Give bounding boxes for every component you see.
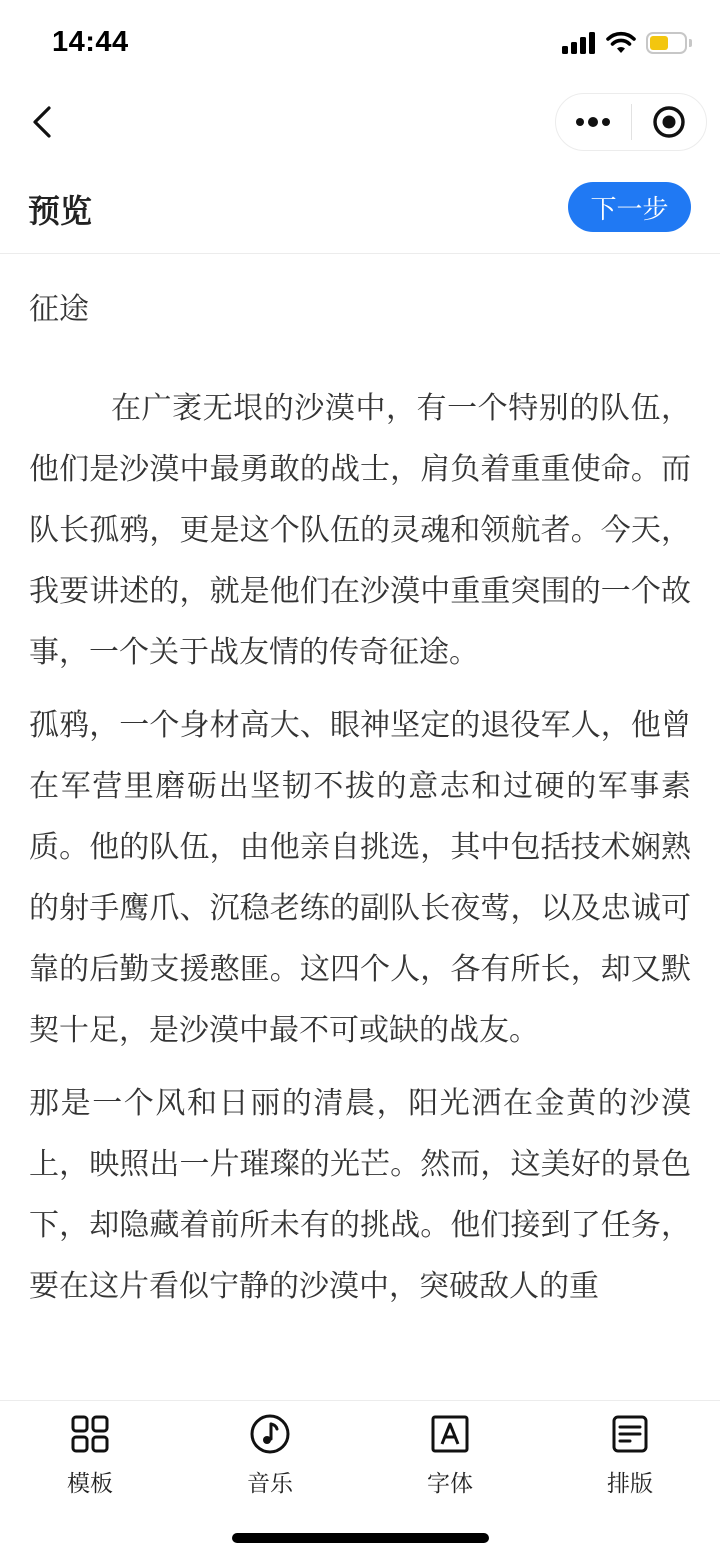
music-note-icon [249, 1413, 291, 1455]
signal-icon [562, 32, 596, 54]
status-bar [0, 0, 720, 88]
toolbar-item-font[interactable] [360, 1401, 540, 1511]
font-a-icon [429, 1413, 471, 1455]
article-paragraph: 在广袤无垠的沙漠中，有一个特别的队伍，他们是沙漠中最勇敢的战士，肩负着重重使命。而队长孤鸦，更是这个队伍的灵魂和领航者。今天，我要讲述的，就是他们在沙漠中重重突围的一个故事，一个关于战友情的传奇征途。 [29, 391, 691, 670]
close-mini-program-button[interactable] [632, 94, 707, 150]
battery-icon [646, 31, 692, 55]
target-circle-icon [652, 105, 686, 139]
article-body [29, 378, 691, 1317]
toolbar-label: 字体 [427, 1471, 473, 1497]
status-time: 14:44 [52, 26, 129, 58]
chevron-left-icon [30, 105, 54, 139]
battery-level [650, 36, 668, 50]
more-dots-icon [575, 116, 611, 128]
layout-icon [609, 1413, 651, 1455]
nav-bar [0, 88, 720, 158]
page-title: 预览 [28, 192, 93, 230]
page-header [0, 158, 720, 254]
toolbar-label: 音乐 [247, 1471, 293, 1497]
home-indicator [232, 1533, 489, 1543]
mini-program-capsule [555, 93, 707, 151]
article-preview[interactable] [0, 254, 720, 1400]
toolbar-item-layout[interactable] [540, 1401, 720, 1511]
toolbar-label: 模板 [67, 1471, 113, 1497]
toolbar-item-template[interactable] [0, 1401, 180, 1511]
status-icons [562, 30, 692, 56]
article-title: 征途 [29, 292, 89, 327]
bottom-toolbar [0, 1400, 720, 1510]
next-step-button[interactable]: 下一步 [568, 182, 691, 232]
more-button[interactable] [556, 94, 631, 150]
article-paragraph: 那是一个风和日丽的清晨，阳光洒在金黄的沙漠上，映照出一片璀璨的光芒。然而，这美好的景色下，却隐藏着前所未有的挑战。他们接到了任务，要在这片看似宁静的沙漠中，突破敌人的重 [29, 1086, 691, 1304]
toolbar-label: 排版 [607, 1471, 653, 1497]
toolbar-item-music[interactable] [180, 1401, 360, 1511]
back-button[interactable] [22, 102, 62, 142]
wifi-icon [606, 31, 636, 55]
article-paragraph: 孤鸦，一个身材高大、眼神坚定的退役军人，他曾在军营里磨砺出坚韧不拔的意志和过硬的军事素质。他的队伍，由他亲自挑选，其中包括技术娴熟的射手鹰爪、沉稳老练的副队长夜莺，以及忠诚可靠的后勤支援憨匪。这四个人，各有所长，却又默契十足，是沙漠中最不可或缺的战友。 [29, 708, 691, 1048]
template-grid-icon [69, 1413, 111, 1455]
